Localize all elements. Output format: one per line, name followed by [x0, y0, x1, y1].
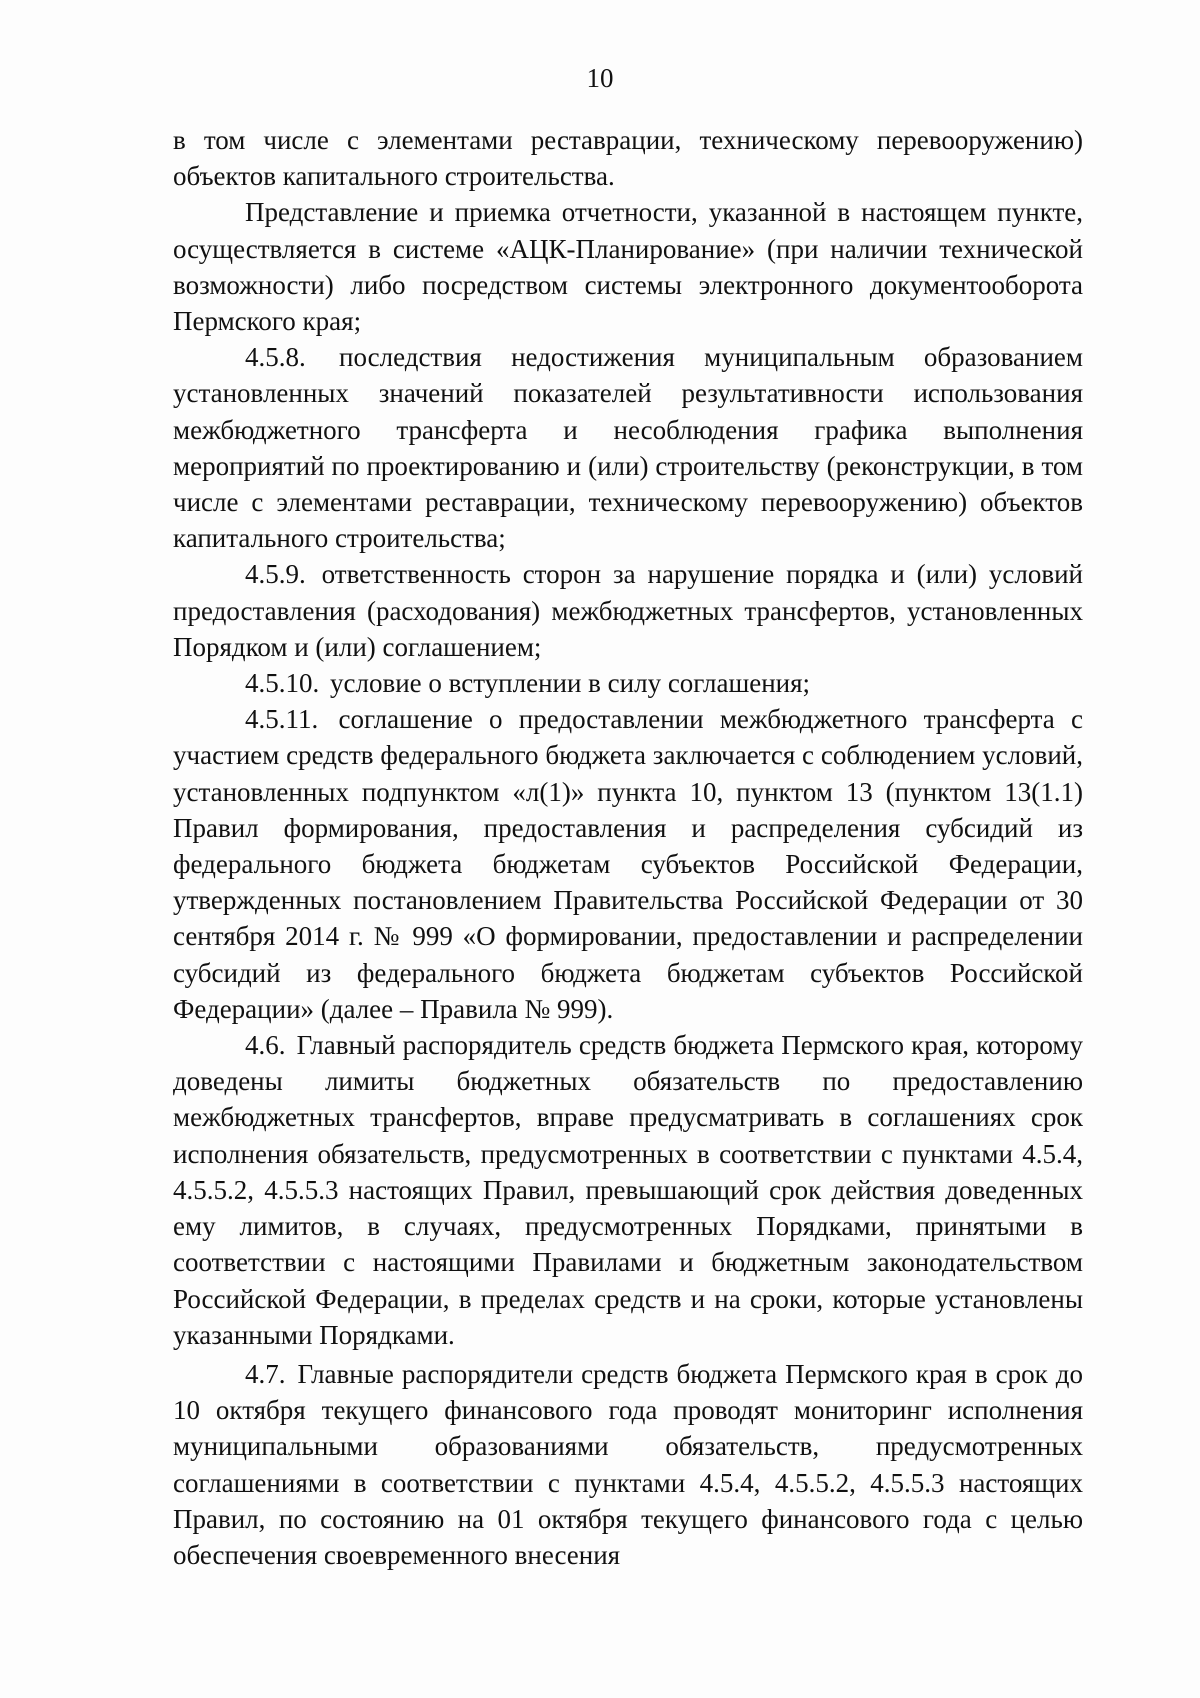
paragraph-text: ответственность сторон за нарушение порядка и (или) условий предоставления (расходования) межбюджетных трансфертов, установленных Порядком и (или) соглашением;	[173, 559, 1083, 662]
paragraph-4-5-9	[173, 556, 1083, 665]
paragraph-text: условие о вступлении в силу соглашения;	[330, 668, 811, 699]
page-number: 10	[586, 63, 614, 93]
document-body	[173, 122, 1083, 1573]
paragraph-number: 4.7.	[245, 1358, 286, 1389]
paragraph-continuation	[173, 122, 1083, 194]
paragraph-reporting	[173, 194, 1083, 339]
paragraph-text: Главные распорядители средств бюджета Пермского края в срок до 10 октября текущего финансового года проводят мониторинг исполнения муниципальными образованиями обязательств, предусмотренных соглашениями в соответствии с пунктами 4.5.4, 4.5.5.2, 4.5.5.3 настоящих Правил, по состоянию на 01 октября текущего финансового года с целью обеспечения своевременного внесения	[173, 1358, 1083, 1570]
paragraph-text: соглашение о предоставлении межбюджетного трансферта с участием средств федерального бюджета заключается с соблюдением условий, установленных подпунктом «л(1)» пункта 10, пунктом 13 (пунктом 13(1.1) Правил формирования, предоставления и распределения субсидий из федерального бюджета бюджетам субъектов Российской Федерации, утвержденных постановлением Правительства Российской Федерации от 30 сентября 2014 г. № 999 «О формировании, предоставлении и распределении субсидий из федерального бюджета бюджетам субъектов Российской Федерации» (далее – Правила № 999).	[173, 704, 1083, 1024]
paragraph-text: Представление и приемка отчетности, указанной в настоящем пункте, осуществляется в системе «АЦК-Планирование» (при наличии технической возможности) либо посредством системы электронного документооборота Пермского края;	[173, 197, 1083, 337]
paragraph-4-5-8	[173, 339, 1083, 556]
paragraph-number: 4.5.10.	[245, 668, 320, 699]
paragraph-number: 4.5.11.	[245, 704, 319, 735]
paragraph-text: Главный распорядитель средств бюджета Пермского края, которому доведены лимиты бюджетных обязательств по предоставлению межбюджетных трансфертов, вправе предусматривать в соглашениях срок исполнения обязательств, предусмотренных в соответствии с пунктами 4.5.4, 4.5.5.2, 4.5.5.3 настоящих Правил, превышающий срок действия доведенных ему лимитов, в случаях, предусмотренных Порядками, принятыми в соответствии с настоящими Правилами и бюджетным законодательством Российской Федерации, в пределах средств и на сроки, которые установлены указанными Порядками.	[173, 1030, 1084, 1350]
paragraph-text: в том числе с элементами реставрации, техническому перевооружению) объектов капитального строительства.	[173, 125, 1083, 192]
paragraph-number: 4.5.9.	[245, 559, 306, 590]
paragraph-4-5-10	[173, 665, 1083, 701]
paragraph-4-6	[173, 1027, 1083, 1353]
paragraph-number: 4.5.8.	[245, 342, 306, 373]
paragraph-text: последствия недостижения муниципальным образованием установленных значений показателей результативности использования межбюджетного трансферта и несоблюдения графика выполнения мероприятий по проектированию и (или) строительству (реконструкции, в том числе с элементами реставрации, техническому перевооружению) объектов капитального строительства;	[173, 342, 1083, 554]
paragraph-number: 4.6.	[245, 1030, 286, 1061]
paragraph-4-7	[173, 1356, 1083, 1573]
paragraph-4-5-11	[173, 701, 1083, 1027]
